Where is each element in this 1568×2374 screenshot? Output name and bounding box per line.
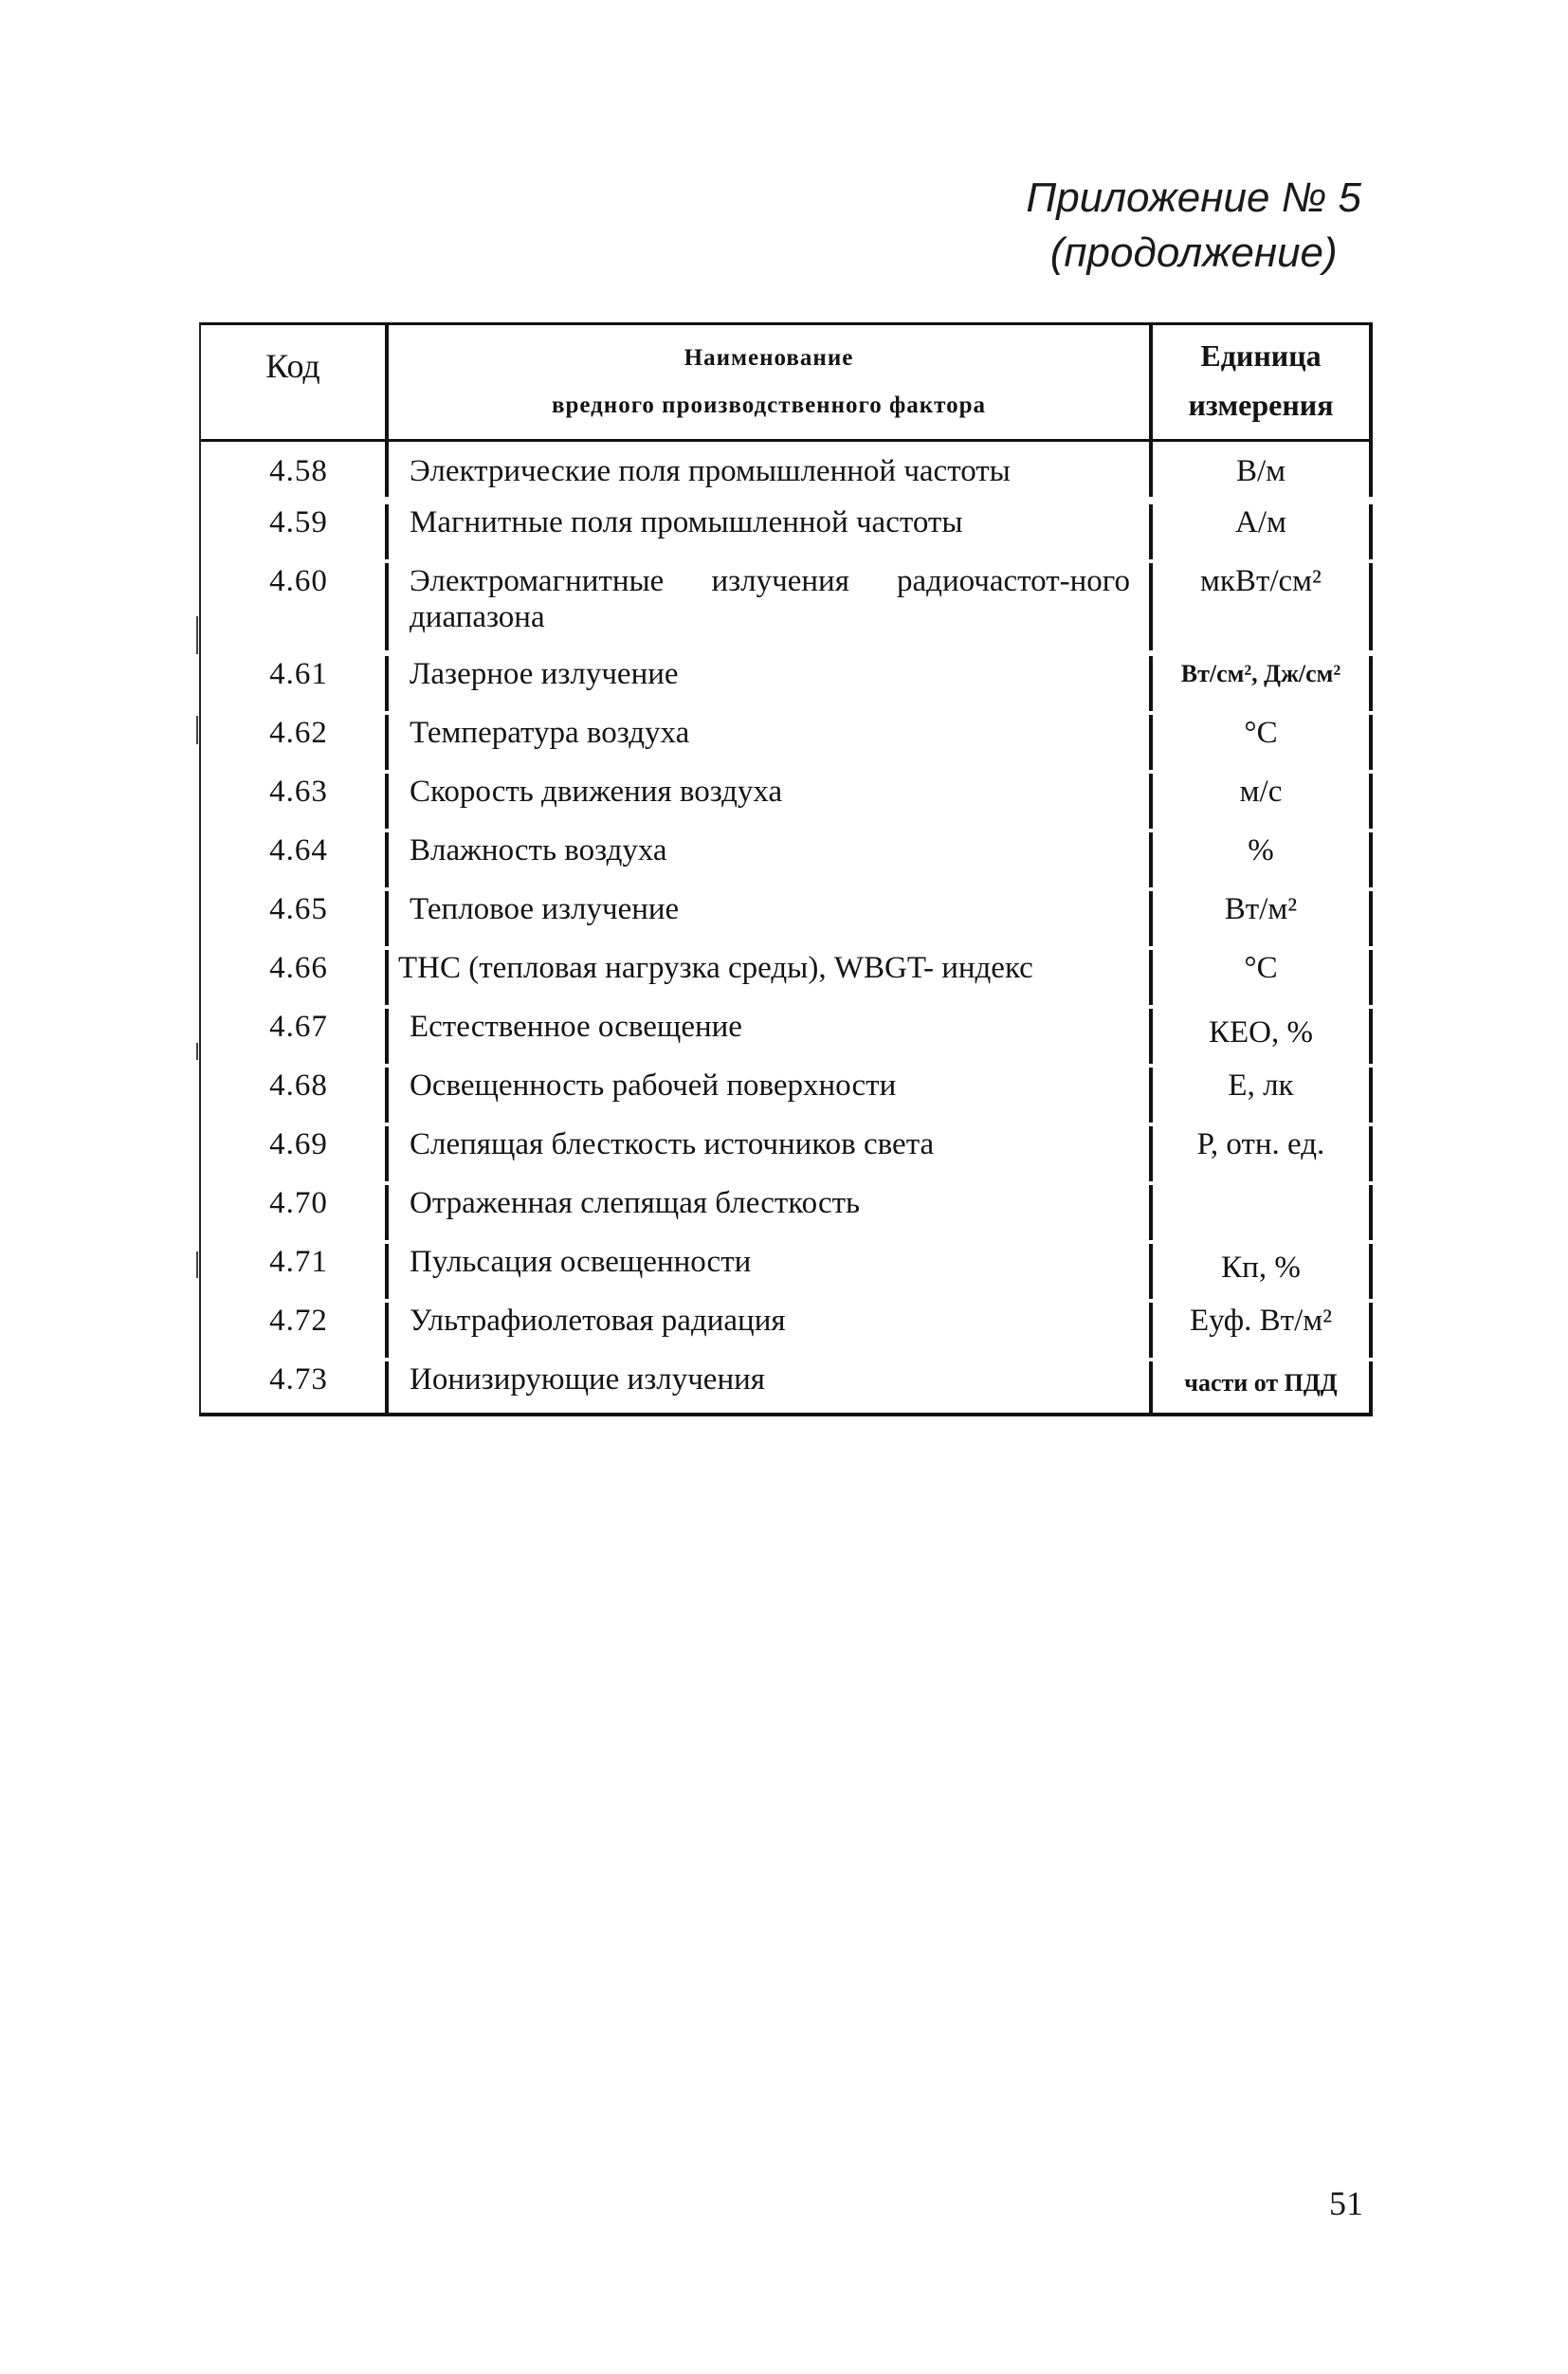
row-unit: части от ПДД	[1149, 1361, 1373, 1413]
appendix-title: Приложение № 5	[1026, 174, 1361, 221]
hazard-factors-table	[199, 322, 1373, 1416]
row-unit: В/м	[1149, 442, 1373, 497]
header-name-line1: Наименование	[684, 345, 854, 371]
row-code: 4.69	[269, 1127, 328, 1161]
row-name: Слепящая блесткость источников света	[385, 1126, 1149, 1181]
row-name: Освещенность рабочей поверхности	[385, 1068, 1149, 1123]
table-row	[201, 1123, 1373, 1181]
row-name: Пульсация освещенности	[385, 1244, 1149, 1299]
row-code: 4.68	[269, 1068, 328, 1103]
row-unit: %	[1149, 832, 1373, 887]
header-code: Код	[265, 347, 320, 385]
table-row	[201, 887, 1373, 946]
row-name: Ионизирующие излучения	[385, 1361, 1149, 1413]
table-row	[201, 1358, 1373, 1413]
row-unit: КЕО, %	[1149, 1009, 1373, 1064]
header-name-line2: вредного производственного фактора	[551, 393, 987, 418]
row-code: 4.60	[269, 564, 328, 598]
row-unit: Вт/м²	[1149, 891, 1373, 946]
table-row	[201, 946, 1373, 1005]
row-code: 4.65	[269, 892, 328, 926]
table-row	[201, 650, 1373, 711]
row-code: 4.58	[269, 454, 328, 488]
row-unit: м/с	[1149, 774, 1373, 829]
row-name: Лазерное излучение	[385, 656, 1149, 711]
appendix-continuation: (продолжение)	[1049, 229, 1338, 276]
table-row	[201, 1240, 1373, 1299]
scan-margin-mark	[196, 616, 198, 654]
row-code: 4.63	[269, 775, 328, 809]
row-code: 4.61	[269, 657, 328, 691]
row-name: Магнитные поля промышленной частоты	[385, 504, 1149, 559]
table-row	[201, 711, 1373, 770]
table-row	[201, 497, 1373, 559]
row-name: Влажность воздуха	[385, 832, 1149, 887]
table-header	[201, 322, 1373, 442]
table-row	[201, 559, 1373, 650]
table-row	[201, 829, 1373, 887]
row-name: Температура воздуха	[385, 715, 1149, 770]
row-code: 4.71	[269, 1245, 328, 1279]
table-row	[201, 770, 1373, 829]
row-name: Скорость движения воздуха	[385, 774, 1149, 829]
table-row	[201, 1064, 1373, 1123]
header-unit	[1149, 325, 1373, 439]
scan-margin-mark	[196, 1251, 198, 1278]
row-code: 4.73	[269, 1362, 328, 1397]
row-unit: Еуф. Вт/м²	[1149, 1303, 1373, 1358]
table-row	[201, 1299, 1373, 1358]
row-name: Ультрафиолетовая радиация	[385, 1303, 1149, 1358]
row-unit	[1149, 1185, 1373, 1240]
row-name: Тепловое излучение	[385, 891, 1149, 946]
row-name: ТНС (тепловая нагрузка среды), WBGT- индекс	[385, 950, 1149, 1005]
row-code: 4.72	[269, 1304, 328, 1338]
row-unit: Е, лк	[1149, 1068, 1373, 1123]
row-code: 4.64	[269, 833, 328, 867]
row-unit: °С	[1149, 950, 1373, 1005]
row-unit: А/м	[1149, 504, 1373, 559]
table-row	[201, 442, 1373, 497]
row-code: 4.67	[269, 1010, 328, 1044]
appendix-label	[1026, 171, 1361, 281]
row-name: Естественное освещение	[385, 1009, 1149, 1064]
row-code: 4.59	[269, 505, 328, 539]
scan-margin-mark	[196, 716, 198, 744]
table-row	[201, 1005, 1373, 1064]
row-unit: °С	[1149, 715, 1373, 770]
table-row	[201, 1181, 1373, 1240]
row-name: Отраженная слепящая блесткость	[385, 1185, 1149, 1240]
row-unit: Кп, %	[1149, 1244, 1373, 1299]
scan-margin-mark	[196, 1043, 198, 1060]
header-unit-line1: Единица	[1200, 338, 1322, 373]
row-code: 4.66	[269, 951, 328, 985]
row-code: 4.62	[269, 716, 328, 750]
row-name: Электрические поля промышленной частоты	[385, 442, 1149, 497]
header-name	[385, 325, 1149, 439]
row-code: 4.70	[269, 1186, 328, 1220]
row-unit: мкВт/см²	[1149, 563, 1373, 650]
row-unit: Вт/см², Дж/см²	[1149, 656, 1373, 711]
row-name: Электромагнитные излучения радиочастот-ного диапазона	[385, 563, 1149, 650]
header-unit-line2: измерения	[1188, 388, 1334, 422]
page-number: 51	[1329, 2184, 1363, 2222]
row-unit: Р, отн. ед.	[1149, 1126, 1373, 1181]
